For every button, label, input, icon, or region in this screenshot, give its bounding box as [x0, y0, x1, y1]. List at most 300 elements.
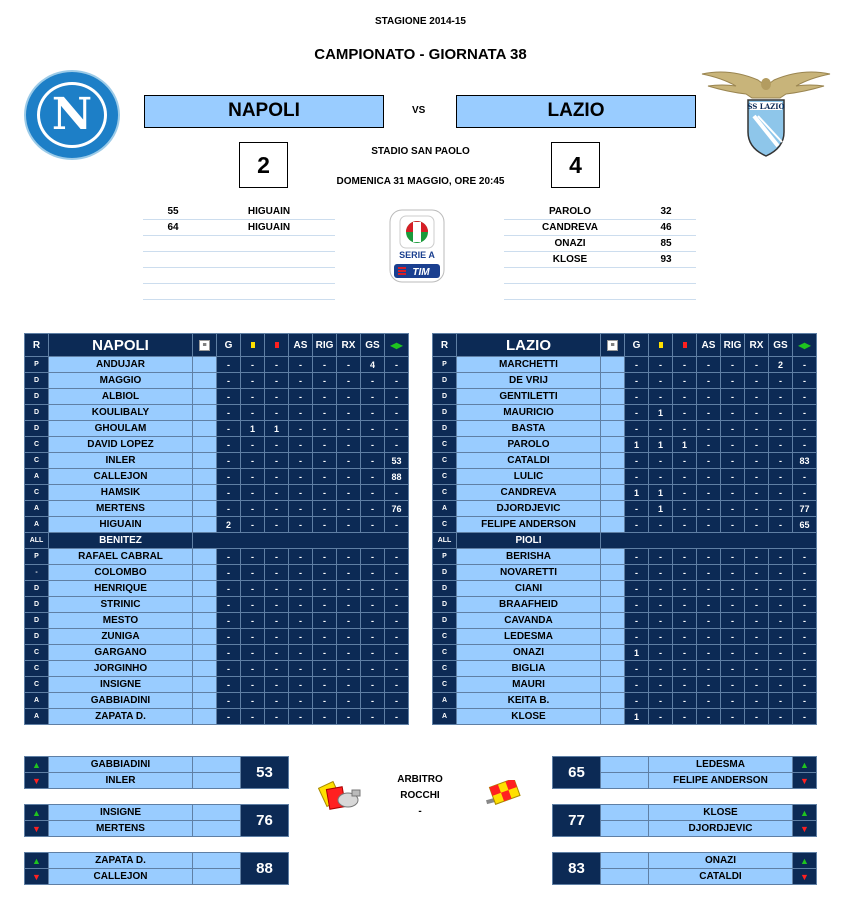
stat-yellow-cards: 1: [649, 437, 673, 453]
player-name[interactable]: LEDESMA: [457, 629, 601, 645]
stat-yellow-cards: -: [649, 709, 673, 725]
stat-penalties: -: [721, 485, 745, 501]
stat-rx: -: [745, 709, 769, 725]
player-name[interactable]: COLOMBO: [49, 565, 193, 581]
player-name[interactable]: NOVARETTI: [457, 565, 601, 581]
player-name[interactable]: CALLEJON: [49, 469, 193, 485]
player-name[interactable]: KOULIBALY: [49, 405, 193, 421]
scorer-name: CANDREVA: [542, 222, 598, 233]
stat-assists: -: [697, 405, 721, 421]
stat-sub-minute: -: [793, 469, 817, 485]
player-name[interactable]: MESTO: [49, 613, 193, 629]
stat-goals: -: [625, 501, 649, 517]
player-name[interactable]: STRINIC: [49, 597, 193, 613]
player-name[interactable]: JORGINHO: [49, 661, 193, 677]
sub-in-player[interactable]: ONAZI: [649, 853, 793, 869]
stat-sub-minute: -: [793, 645, 817, 661]
stat-rx: -: [745, 501, 769, 517]
player-extra-cell: [601, 693, 625, 709]
player-extra-cell: [601, 469, 625, 485]
stat-red-cards: -: [673, 597, 697, 613]
player-name[interactable]: HAMSIK: [49, 485, 193, 501]
napoli-logo: [24, 70, 120, 160]
sub-in-player[interactable]: LEDESMA: [649, 757, 793, 773]
table-row: [25, 373, 409, 389]
stat-rx: -: [337, 421, 361, 437]
substitution-icon: ◀▶: [385, 334, 409, 357]
stat-goals: 1: [625, 485, 649, 501]
player-name[interactable]: ONAZI: [457, 645, 601, 661]
stat-goals-conceded: -: [361, 693, 385, 709]
stat-assists: -: [289, 373, 313, 389]
player-extra-cell: [601, 709, 625, 725]
stat-assists: -: [697, 389, 721, 405]
table-row: [433, 597, 817, 613]
stat-sub-minute: -: [793, 709, 817, 725]
stat-penalties: -: [313, 517, 337, 533]
player-name[interactable]: DJORDJEVIC: [457, 501, 601, 517]
player-name[interactable]: DAVID LOPEZ: [49, 437, 193, 453]
player-name[interactable]: GABBIADINI: [49, 693, 193, 709]
player-name[interactable]: MAGGIO: [49, 373, 193, 389]
stat-goals: -: [625, 597, 649, 613]
scorer-minute: 64: [167, 222, 179, 233]
sub-out-player[interactable]: INLER: [49, 773, 193, 789]
stat-assists: -: [289, 565, 313, 581]
scorer-name: HIGUAIN: [247, 206, 291, 217]
player-name[interactable]: CIANI: [457, 581, 601, 597]
stat-penalties: -: [721, 645, 745, 661]
stat-assists: -: [289, 677, 313, 693]
stat-goals: -: [625, 469, 649, 485]
stat-assists: -: [289, 629, 313, 645]
player-name[interactable]: HIGUAIN: [49, 517, 193, 533]
stat-penalties: -: [313, 373, 337, 389]
stat-yellow-cards: -: [649, 597, 673, 613]
stat-assists: -: [289, 597, 313, 613]
stat-sub-minute: -: [793, 485, 817, 501]
stat-yellow-cards: -: [241, 693, 265, 709]
stat-sub-minute: -: [793, 373, 817, 389]
player-role: D: [433, 581, 457, 597]
stat-yellow-cards: -: [649, 645, 673, 661]
player-name[interactable]: ZAPATA D.: [49, 709, 193, 725]
stat-rx: -: [337, 629, 361, 645]
player-extra-cell: [601, 661, 625, 677]
stat-goals-conceded: -: [769, 581, 793, 597]
stat-assists: -: [697, 709, 721, 725]
stat-penalties: -: [721, 405, 745, 421]
match-datetime: DOMENICA 31 MAGGIO, ORE 20:45: [336, 176, 505, 187]
player-name[interactable]: GHOULAM: [49, 421, 193, 437]
player-extra-cell: [601, 373, 625, 389]
sub-in-player[interactable]: ZAPATA D.: [49, 853, 193, 869]
stat-yellow-cards: -: [649, 661, 673, 677]
player-name[interactable]: CATALDI: [457, 453, 601, 469]
sub-out-player[interactable]: DJORDJEVIC: [649, 821, 793, 837]
table-row: [25, 565, 409, 581]
stat-rx: -: [337, 565, 361, 581]
player-role: -: [25, 565, 49, 581]
table-row: [433, 405, 817, 421]
table-row: [25, 405, 409, 421]
stat-yellow-cards: -: [241, 709, 265, 725]
stat-sub-minute: -: [793, 693, 817, 709]
stat-red-cards: -: [265, 517, 289, 533]
stat-sub-minute: -: [385, 357, 409, 373]
stat-sub-minute: -: [385, 677, 409, 693]
stat-assists: -: [289, 389, 313, 405]
red-card-icon: [673, 334, 697, 357]
player-name[interactable]: GENTILETTI: [457, 389, 601, 405]
stat-goals-conceded: -: [361, 405, 385, 421]
player-name[interactable]: BRAAFHEID: [457, 597, 601, 613]
player-extra-cell: [601, 501, 625, 517]
substitution-block: [24, 804, 289, 837]
player-name[interactable]: ANDUJAR: [49, 357, 193, 373]
stat-assists: -: [697, 629, 721, 645]
table-row: [433, 389, 817, 405]
sub-in-player[interactable]: GABBIADINI: [49, 757, 193, 773]
stat-goals-conceded: -: [769, 693, 793, 709]
stat-sub-minute: -: [385, 405, 409, 421]
player-name[interactable]: INSIGNE: [49, 677, 193, 693]
stat-rx: -: [745, 565, 769, 581]
substitution-block: [24, 852, 289, 885]
player-role: C: [433, 517, 457, 533]
coach-name: BENITEZ: [49, 533, 193, 549]
header-rx: RX: [337, 334, 361, 357]
player-name[interactable]: RAFAEL CABRAL: [49, 549, 193, 565]
player-name[interactable]: KEITA B.: [457, 693, 601, 709]
stat-penalties: -: [721, 613, 745, 629]
stat-yellow-cards: -: [241, 357, 265, 373]
stat-goals-conceded: -: [769, 613, 793, 629]
stat-sub-minute: -: [385, 597, 409, 613]
sub-blank: [601, 805, 649, 821]
sub-in-arrow-icon: ▲: [793, 853, 817, 869]
sub-in-player[interactable]: INSIGNE: [49, 805, 193, 821]
stat-sub-minute: 83: [793, 453, 817, 469]
player-name[interactable]: DE VRIJ: [457, 373, 601, 389]
table-row: [433, 501, 817, 517]
stat-penalties: -: [313, 485, 337, 501]
player-extra-cell: [193, 357, 217, 373]
sub-blank: [601, 853, 649, 869]
sub-minute: 65: [553, 757, 601, 789]
stat-penalties: -: [313, 581, 337, 597]
stat-goals: -: [217, 693, 241, 709]
stat-goals: -: [217, 613, 241, 629]
player-name[interactable]: ALBIOL: [49, 389, 193, 405]
player-extra-cell: [193, 613, 217, 629]
scorer-row-empty: [143, 252, 335, 268]
stat-sub-minute: -: [385, 437, 409, 453]
whistle-card-icon-left: [318, 780, 362, 817]
table-row: [25, 501, 409, 517]
stat-assists: -: [289, 437, 313, 453]
player-name[interactable]: HENRIQUE: [49, 581, 193, 597]
stat-penalties: -: [313, 661, 337, 677]
stat-rx: -: [745, 485, 769, 501]
stat-rx: -: [337, 501, 361, 517]
stat-penalties: -: [313, 597, 337, 613]
stat-rx: -: [337, 405, 361, 421]
stat-rx: -: [337, 661, 361, 677]
stat-assists: -: [289, 645, 313, 661]
stat-assists: -: [697, 469, 721, 485]
player-extra-cell: [193, 421, 217, 437]
referee-name: ROCCHI: [400, 790, 440, 801]
scorer-minute: 93: [660, 254, 672, 265]
stat-red-cards: -: [673, 421, 697, 437]
substitution-block: [24, 756, 289, 789]
table-row: [25, 613, 409, 629]
player-name[interactable]: FELIPE ANDERSON: [457, 517, 601, 533]
stat-goals: -: [217, 629, 241, 645]
stat-penalties: -: [721, 421, 745, 437]
stat-goals: -: [217, 373, 241, 389]
substitution-block: [552, 756, 817, 789]
player-extra-cell: [193, 709, 217, 725]
stat-red-cards: -: [265, 597, 289, 613]
stat-sub-minute: 77: [793, 501, 817, 517]
player-role: C: [25, 677, 49, 693]
player-extra-cell: [601, 485, 625, 501]
stat-red-cards: -: [265, 501, 289, 517]
sub-blank: [193, 853, 241, 869]
stat-sub-minute: -: [385, 581, 409, 597]
stat-goals-conceded: -: [361, 517, 385, 533]
coach-spacer: [193, 533, 409, 549]
stat-red-cards: -: [265, 677, 289, 693]
player-role: D: [25, 629, 49, 645]
sub-minute: 88: [241, 853, 289, 885]
stat-sub-minute: 88: [385, 469, 409, 485]
stat-sub-minute: -: [385, 629, 409, 645]
lazio-logo: [700, 66, 832, 158]
stat-rx: -: [337, 453, 361, 469]
substitution-block: [552, 804, 817, 837]
stat-goals: 2: [217, 517, 241, 533]
stat-assists: -: [289, 517, 313, 533]
stat-goals-conceded: -: [769, 661, 793, 677]
sub-out-player[interactable]: MERTENS: [49, 821, 193, 837]
stat-yellow-cards: -: [241, 501, 265, 517]
stat-sub-minute: 76: [385, 501, 409, 517]
table-row: [25, 469, 409, 485]
stat-red-cards: -: [265, 581, 289, 597]
stat-yellow-cards: -: [241, 453, 265, 469]
stat-goals: -: [625, 661, 649, 677]
stat-rx: -: [745, 389, 769, 405]
player-name[interactable]: GARGANO: [49, 645, 193, 661]
stat-yellow-cards: -: [649, 421, 673, 437]
stat-assists: -: [289, 693, 313, 709]
scorer-minute: 32: [660, 206, 672, 217]
player-name[interactable]: CANDREVA: [457, 485, 601, 501]
stat-goals-conceded: -: [769, 437, 793, 453]
stat-goals-conceded: -: [361, 453, 385, 469]
player-role: D: [433, 597, 457, 613]
player-name[interactable]: BASTA: [457, 421, 601, 437]
player-name[interactable]: ZUNIGA: [49, 629, 193, 645]
stat-goals: -: [217, 565, 241, 581]
player-role: A: [25, 517, 49, 533]
coach-name: PIOLI: [457, 533, 601, 549]
stat-rx: -: [745, 373, 769, 389]
sub-minute: 77: [553, 805, 601, 837]
player-role: D: [433, 613, 457, 629]
stat-yellow-cards: -: [241, 405, 265, 421]
player-name[interactable]: BIGLIA: [457, 661, 601, 677]
scorer-row-empty: [504, 284, 696, 300]
stadium: STADIO SAN PAOLO: [371, 146, 470, 157]
player-name[interactable]: LULIC: [457, 469, 601, 485]
yellow-card-icon: [241, 334, 265, 357]
stat-goals-conceded: -: [361, 613, 385, 629]
stat-red-cards: -: [265, 645, 289, 661]
player-name[interactable]: PAROLO: [457, 437, 601, 453]
scorer-name: PAROLO: [548, 206, 592, 217]
player-role: C: [433, 677, 457, 693]
lineup-icon: ≡: [601, 334, 625, 357]
stat-penalties: -: [313, 405, 337, 421]
stat-goals: -: [217, 709, 241, 725]
stat-red-cards: -: [673, 373, 697, 389]
stat-penalties: -: [313, 613, 337, 629]
player-name[interactable]: MAURICIO: [457, 405, 601, 421]
stat-rx: -: [745, 597, 769, 613]
stat-goals-conceded: -: [361, 485, 385, 501]
player-extra-cell: [193, 501, 217, 517]
stat-penalties: -: [721, 709, 745, 725]
player-extra-cell: [193, 373, 217, 389]
stat-red-cards: -: [673, 581, 697, 597]
player-name[interactable]: BERISHA: [457, 549, 601, 565]
stat-goals: -: [625, 357, 649, 373]
table-row: [433, 549, 817, 565]
stat-red-cards: -: [265, 405, 289, 421]
stat-red-cards: -: [673, 693, 697, 709]
stat-goals: -: [625, 405, 649, 421]
stat-assists: -: [289, 485, 313, 501]
stat-assists: -: [697, 645, 721, 661]
stat-rx: -: [745, 677, 769, 693]
away-score: 4: [551, 142, 600, 188]
player-name[interactable]: CAVANDA: [457, 613, 601, 629]
sub-in-arrow-icon: ▲: [25, 805, 49, 821]
header-assists: AS: [697, 334, 721, 357]
sub-blank: [193, 773, 241, 789]
player-name[interactable]: INLER: [49, 453, 193, 469]
stat-goals-conceded: -: [361, 597, 385, 613]
stat-yellow-cards: -: [241, 485, 265, 501]
stat-penalties: -: [313, 693, 337, 709]
stat-goals: -: [625, 421, 649, 437]
stat-penalties: -: [721, 629, 745, 645]
player-name[interactable]: MARCHETTI: [457, 357, 601, 373]
scorer-minute: 46: [660, 222, 672, 233]
scorer-minute: 55: [167, 206, 179, 217]
player-extra-cell: [193, 645, 217, 661]
header-role: R: [433, 334, 457, 357]
stat-sub-minute: -: [793, 357, 817, 373]
player-extra-cell: [193, 565, 217, 581]
scorer-row: [143, 204, 335, 220]
player-extra-cell: [601, 421, 625, 437]
stat-goals-conceded: -: [769, 565, 793, 581]
stat-penalties: -: [313, 501, 337, 517]
player-name[interactable]: MERTENS: [49, 501, 193, 517]
home-team-name: NAPOLI: [144, 95, 384, 128]
stat-red-cards: -: [265, 693, 289, 709]
stat-sub-minute: -: [385, 389, 409, 405]
stat-rx: -: [745, 613, 769, 629]
header-penalties: RIG: [721, 334, 745, 357]
stat-rx: -: [337, 709, 361, 725]
coach-row: [433, 533, 817, 549]
stat-yellow-cards: -: [241, 597, 265, 613]
player-name[interactable]: KLOSE: [457, 709, 601, 725]
stat-sub-minute: -: [385, 693, 409, 709]
stat-yellow-cards: -: [241, 389, 265, 405]
header-team-name: LAZIO: [457, 334, 601, 357]
stat-red-cards: -: [265, 437, 289, 453]
player-role: P: [25, 549, 49, 565]
stat-penalties: -: [313, 709, 337, 725]
stat-goals-conceded: -: [361, 645, 385, 661]
stat-penalties: -: [721, 437, 745, 453]
player-role: C: [433, 629, 457, 645]
sub-in-player[interactable]: KLOSE: [649, 805, 793, 821]
stat-yellow-cards: -: [241, 565, 265, 581]
stat-yellow-cards: -: [241, 629, 265, 645]
player-role: D: [25, 373, 49, 389]
stat-goals: 1: [625, 437, 649, 453]
stat-assists: -: [289, 581, 313, 597]
stat-rx: -: [745, 437, 769, 453]
stat-sub-minute: -: [793, 389, 817, 405]
player-name[interactable]: MAURI: [457, 677, 601, 693]
stat-goals-conceded: -: [361, 373, 385, 389]
player-extra-cell: [601, 629, 625, 645]
stat-sub-minute: -: [793, 581, 817, 597]
stat-goals: -: [625, 693, 649, 709]
stat-red-cards: -: [673, 677, 697, 693]
stat-yellow-cards: -: [241, 677, 265, 693]
coach-role: ALL: [25, 533, 49, 549]
stat-red-cards: -: [673, 709, 697, 725]
stat-penalties: -: [721, 373, 745, 389]
scorer-row-empty: [143, 284, 335, 300]
stat-sub-minute: -: [793, 549, 817, 565]
scorer-row: [504, 252, 696, 268]
stat-goals-conceded: 4: [361, 357, 385, 373]
sub-out-player[interactable]: CATALDI: [649, 869, 793, 885]
sub-out-player[interactable]: FELIPE ANDERSON: [649, 773, 793, 789]
stat-assists: -: [697, 373, 721, 389]
stat-yellow-cards: -: [649, 677, 673, 693]
stat-goals: -: [217, 677, 241, 693]
player-extra-cell: [601, 389, 625, 405]
stat-red-cards: -: [673, 485, 697, 501]
stat-yellow-cards: -: [649, 629, 673, 645]
stat-yellow-cards: -: [241, 373, 265, 389]
tim-logo-text: TIM: [412, 267, 430, 278]
stat-penalties: -: [313, 421, 337, 437]
sub-out-player[interactable]: CALLEJON: [49, 869, 193, 885]
